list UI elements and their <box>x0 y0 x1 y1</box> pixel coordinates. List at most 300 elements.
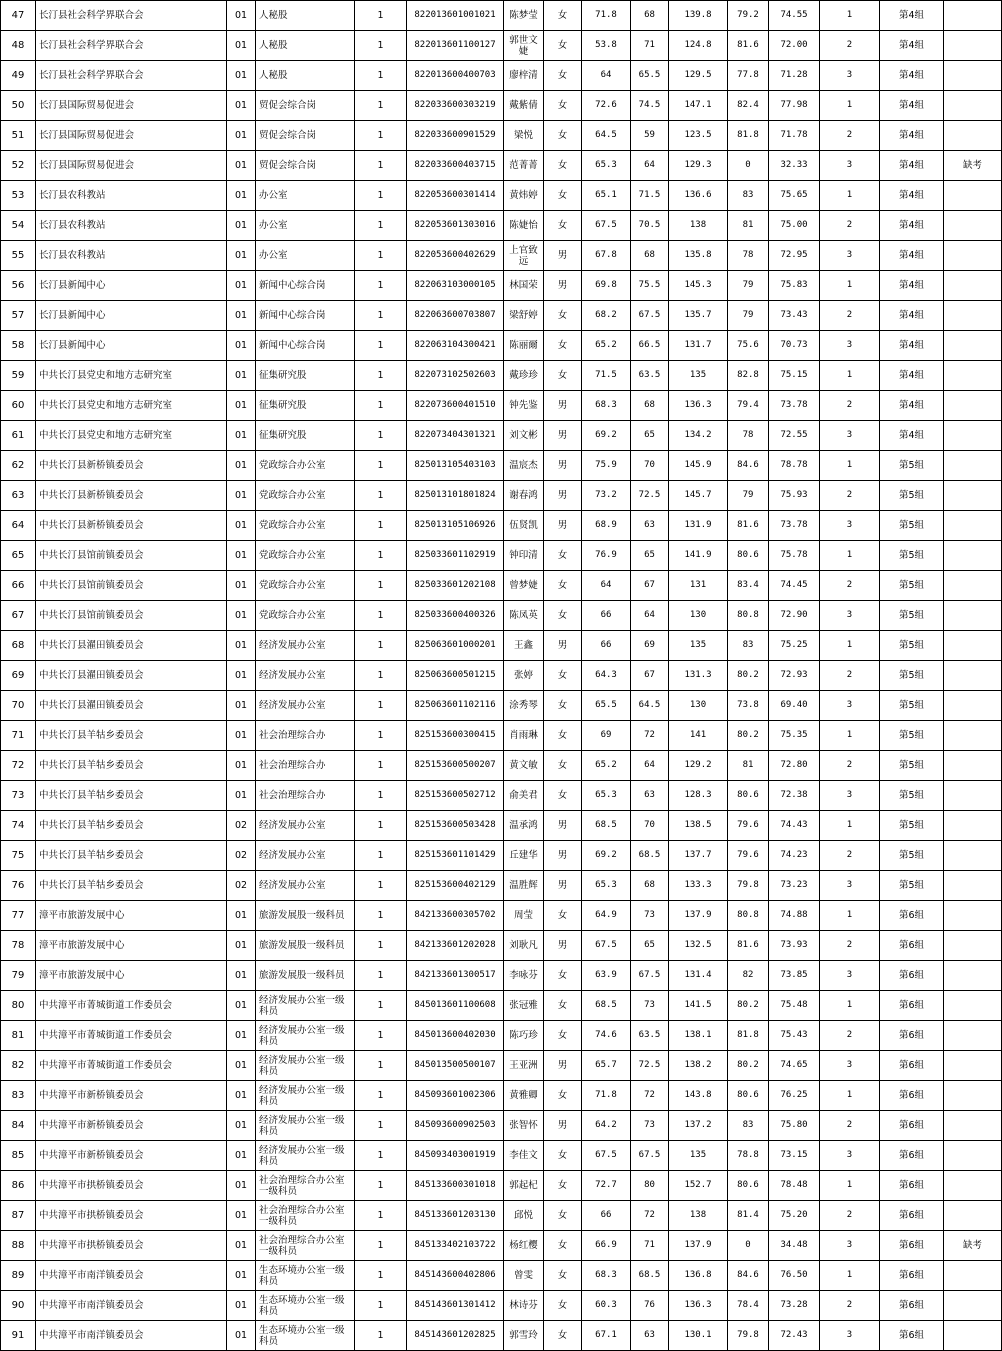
interview-score-cell: 80.2 <box>728 1051 769 1081</box>
table-row <box>1 1111 1002 1141</box>
final-score-cell: 73.28 <box>769 1291 820 1321</box>
final-score-cell: 73.93 <box>769 931 820 961</box>
remark-cell <box>944 961 1002 991</box>
remark-cell <box>944 61 1002 91</box>
quota-cell: 1 <box>355 451 407 481</box>
written-score-1-cell: 65.3 <box>582 151 631 181</box>
interview-score-cell: 77.8 <box>728 61 769 91</box>
written-total-cell: 131 <box>669 571 728 601</box>
gender-cell: 女 <box>544 91 582 121</box>
position-code-cell: 01 <box>227 241 256 271</box>
quota-cell: 1 <box>355 1111 407 1141</box>
interview-score-cell: 80.2 <box>728 991 769 1021</box>
row-number: 85 <box>1 1141 36 1171</box>
written-score-2-cell: 72.5 <box>631 1051 669 1081</box>
interview-group-cell: 第5组 <box>880 811 944 841</box>
candidate-name-cell: 温宸杰 <box>504 451 544 481</box>
position-name-cell: 新闻中心综合岗 <box>256 331 355 361</box>
interview-group-cell: 第5组 <box>880 631 944 661</box>
position-name-cell: 经济发展办公室一级科员 <box>256 1111 355 1141</box>
admission-ticket-cell: 822053600402629 <box>407 241 504 271</box>
rank-cell: 3 <box>820 781 880 811</box>
interview-score-cell: 78 <box>728 421 769 451</box>
table-row <box>1 331 1002 361</box>
row-number: 66 <box>1 571 36 601</box>
remark-cell <box>944 661 1002 691</box>
gender-cell: 女 <box>544 31 582 61</box>
interview-score-cell: 84.6 <box>728 1261 769 1291</box>
interview-score-cell: 82.4 <box>728 91 769 121</box>
admission-ticket-cell: 822033600403715 <box>407 151 504 181</box>
employer-cell: 中共长汀县羊牯乡委员会 <box>36 871 227 901</box>
final-score-cell: 72.80 <box>769 751 820 781</box>
employer-cell: 中共长汀县羊牯乡委员会 <box>36 781 227 811</box>
row-number: 64 <box>1 511 36 541</box>
rank-cell: 2 <box>820 661 880 691</box>
written-total-cell: 138.5 <box>669 811 728 841</box>
remark-cell <box>944 841 1002 871</box>
quota-cell: 1 <box>355 541 407 571</box>
admission-ticket-cell: 825033600400326 <box>407 601 504 631</box>
rank-cell: 1 <box>820 811 880 841</box>
employer-cell: 中共漳平市拱桥镇委员会 <box>36 1201 227 1231</box>
candidate-name-cell: 陈梦莹 <box>504 1 544 31</box>
row-number: 81 <box>1 1021 36 1051</box>
rank-cell: 1 <box>820 1081 880 1111</box>
row-number: 57 <box>1 301 36 331</box>
table-row <box>1 1021 1002 1051</box>
admission-ticket-cell: 822033600901529 <box>407 121 504 151</box>
position-name-cell: 人秘股 <box>256 61 355 91</box>
table-row <box>1 541 1002 571</box>
written-score-1-cell: 68.2 <box>582 301 631 331</box>
interview-group-cell: 第6组 <box>880 931 944 961</box>
rank-cell: 3 <box>820 1231 880 1261</box>
written-total-cell: 123.5 <box>669 121 728 151</box>
row-number: 58 <box>1 331 36 361</box>
written-total-cell: 138.2 <box>669 1051 728 1081</box>
interview-group-cell: 第6组 <box>880 1171 944 1201</box>
employer-cell: 漳平市旅游发展中心 <box>36 901 227 931</box>
written-score-2-cell: 66.5 <box>631 331 669 361</box>
written-total-cell: 135 <box>669 631 728 661</box>
rank-cell: 2 <box>820 1291 880 1321</box>
gender-cell: 女 <box>544 331 582 361</box>
remark-cell: 缺考 <box>944 151 1002 181</box>
rank-cell: 1 <box>820 541 880 571</box>
interview-group-cell: 第4组 <box>880 301 944 331</box>
position-code-cell: 01 <box>227 181 256 211</box>
candidate-name-cell: 涂秀琴 <box>504 691 544 721</box>
interview-score-cell: 75.6 <box>728 331 769 361</box>
quota-cell: 1 <box>355 1231 407 1261</box>
interview-score-cell: 81.6 <box>728 31 769 61</box>
position-code-cell: 01 <box>227 361 256 391</box>
interview-group-cell: 第5组 <box>880 661 944 691</box>
written-score-2-cell: 73 <box>631 901 669 931</box>
written-score-1-cell: 53.8 <box>582 31 631 61</box>
interview-group-cell: 第5组 <box>880 541 944 571</box>
gender-cell: 男 <box>544 391 582 421</box>
final-score-cell: 73.43 <box>769 301 820 331</box>
written-score-1-cell: 67.8 <box>582 241 631 271</box>
employer-cell: 中共长汀县濯田镇委员会 <box>36 691 227 721</box>
position-name-cell: 生态环境办公室一级科员 <box>256 1261 355 1291</box>
candidate-name-cell: 上官致远 <box>504 241 544 271</box>
row-number: 89 <box>1 1261 36 1291</box>
remark-cell <box>944 481 1002 511</box>
rank-cell: 2 <box>820 1021 880 1051</box>
interview-score-cell: 80.8 <box>728 601 769 631</box>
quota-cell: 1 <box>355 961 407 991</box>
position-name-cell: 经济发展办公室 <box>256 691 355 721</box>
written-score-2-cell: 63 <box>631 1321 669 1351</box>
remark-cell <box>944 1171 1002 1201</box>
candidate-name-cell: 黄炜婷 <box>504 181 544 211</box>
employer-cell: 长汀县农科教站 <box>36 241 227 271</box>
remark-cell <box>944 331 1002 361</box>
rank-cell: 1 <box>820 361 880 391</box>
gender-cell: 男 <box>544 631 582 661</box>
position-name-cell: 旅游发展股一级科员 <box>256 901 355 931</box>
written-total-cell: 129.3 <box>669 151 728 181</box>
gender-cell: 女 <box>544 541 582 571</box>
rank-cell: 3 <box>820 151 880 181</box>
final-score-cell: 75.15 <box>769 361 820 391</box>
table-row <box>1 121 1002 151</box>
final-score-cell: 69.40 <box>769 691 820 721</box>
final-score-cell: 72.93 <box>769 661 820 691</box>
candidate-name-cell: 丘建华 <box>504 841 544 871</box>
written-total-cell: 141.5 <box>669 991 728 1021</box>
written-score-1-cell: 65.3 <box>582 871 631 901</box>
position-name-cell: 经济发展办公室一级科员 <box>256 991 355 1021</box>
written-score-2-cell: 67.5 <box>631 1141 669 1171</box>
final-score-cell: 74.45 <box>769 571 820 601</box>
table-row <box>1 511 1002 541</box>
quota-cell: 1 <box>355 661 407 691</box>
position-name-cell: 经济发展办公室一级科员 <box>256 1141 355 1171</box>
position-code-cell: 01 <box>227 1081 256 1111</box>
quota-cell: 1 <box>355 91 407 121</box>
written-score-2-cell: 68.5 <box>631 1261 669 1291</box>
rank-cell: 2 <box>820 841 880 871</box>
written-total-cell: 147.1 <box>669 91 728 121</box>
rank-cell: 3 <box>820 691 880 721</box>
final-score-cell: 73.15 <box>769 1141 820 1171</box>
interview-group-cell: 第6组 <box>880 1051 944 1081</box>
written-score-1-cell: 66.9 <box>582 1231 631 1261</box>
remark-cell <box>944 1201 1002 1231</box>
employer-cell: 漳平市旅游发展中心 <box>36 931 227 961</box>
admission-ticket-cell: 845013601100608 <box>407 991 504 1021</box>
employer-cell: 长汀县农科教站 <box>36 181 227 211</box>
position-code-cell: 01 <box>227 481 256 511</box>
admission-ticket-cell: 825153600402129 <box>407 871 504 901</box>
interview-group-cell: 第4组 <box>880 31 944 61</box>
interview-group-cell: 第4组 <box>880 241 944 271</box>
quota-cell: 1 <box>355 571 407 601</box>
final-score-cell: 73.85 <box>769 961 820 991</box>
employer-cell: 中共漳平市南洋镇委员会 <box>36 1291 227 1321</box>
written-total-cell: 141 <box>669 721 728 751</box>
admission-ticket-cell: 825033601102919 <box>407 541 504 571</box>
gender-cell: 男 <box>544 1051 582 1081</box>
position-code-cell: 01 <box>227 1051 256 1081</box>
written-total-cell: 145.7 <box>669 481 728 511</box>
final-score-cell: 75.35 <box>769 721 820 751</box>
position-code-cell: 01 <box>227 301 256 331</box>
gender-cell: 男 <box>544 871 582 901</box>
written-score-2-cell: 71.5 <box>631 181 669 211</box>
remark-cell: 缺考 <box>944 1231 1002 1261</box>
position-code-cell: 01 <box>227 1141 256 1171</box>
written-score-2-cell: 72 <box>631 1081 669 1111</box>
admission-ticket-cell: 822073404301321 <box>407 421 504 451</box>
rank-cell: 1 <box>820 271 880 301</box>
quota-cell: 1 <box>355 211 407 241</box>
rank-cell: 3 <box>820 601 880 631</box>
interview-group-cell: 第5组 <box>880 691 944 721</box>
gender-cell: 女 <box>544 1321 582 1351</box>
interview-score-cell: 81 <box>728 211 769 241</box>
final-score-cell: 75.93 <box>769 481 820 511</box>
written-score-1-cell: 64.9 <box>582 901 631 931</box>
interview-group-cell: 第4组 <box>880 361 944 391</box>
rank-cell: 1 <box>820 91 880 121</box>
position-code-cell: 01 <box>227 1171 256 1201</box>
position-name-cell: 社会治理综合办 <box>256 721 355 751</box>
written-score-2-cell: 73 <box>631 991 669 1021</box>
gender-cell: 女 <box>544 601 582 631</box>
row-number: 83 <box>1 1081 36 1111</box>
written-total-cell: 141.9 <box>669 541 728 571</box>
admission-ticket-cell: 825063601102116 <box>407 691 504 721</box>
interview-score-cell: 80.2 <box>728 661 769 691</box>
written-score-2-cell: 75.5 <box>631 271 669 301</box>
written-total-cell: 136.6 <box>669 181 728 211</box>
position-name-cell: 经济发展办公室 <box>256 661 355 691</box>
remark-cell <box>944 751 1002 781</box>
written-score-1-cell: 66 <box>582 631 631 661</box>
position-code-cell: 01 <box>227 151 256 181</box>
written-score-1-cell: 65.7 <box>582 1051 631 1081</box>
employer-cell: 漳平市旅游发展中心 <box>36 961 227 991</box>
gender-cell: 女 <box>544 181 582 211</box>
remark-cell <box>944 1051 1002 1081</box>
gender-cell: 男 <box>544 451 582 481</box>
interview-score-cell: 81.8 <box>728 1021 769 1051</box>
candidate-name-cell: 张智怀 <box>504 1111 544 1141</box>
rank-cell: 1 <box>820 1261 880 1291</box>
interview-score-cell: 84.6 <box>728 451 769 481</box>
quota-cell: 1 <box>355 991 407 1021</box>
written-score-2-cell: 64 <box>631 751 669 781</box>
written-total-cell: 143.8 <box>669 1081 728 1111</box>
position-name-cell: 经济发展办公室 <box>256 631 355 661</box>
employer-cell: 长汀县国际贸易促进会 <box>36 121 227 151</box>
position-name-cell: 社会治理综合办公室一级科员 <box>256 1171 355 1201</box>
row-number: 87 <box>1 1201 36 1231</box>
written-score-2-cell: 67.5 <box>631 961 669 991</box>
interview-score-cell: 79.8 <box>728 871 769 901</box>
written-total-cell: 133.3 <box>669 871 728 901</box>
employer-cell: 长汀县社会科学界联合会 <box>36 61 227 91</box>
quota-cell: 1 <box>355 1051 407 1081</box>
candidate-name-cell: 邱悦 <box>504 1201 544 1231</box>
admission-ticket-cell: 822063600703807 <box>407 301 504 331</box>
table-row <box>1 61 1002 91</box>
candidate-name-cell: 廖梓清 <box>504 61 544 91</box>
quota-cell: 1 <box>355 601 407 631</box>
employer-cell: 长汀县社会科学界联合会 <box>36 31 227 61</box>
written-score-2-cell: 71 <box>631 1231 669 1261</box>
quota-cell: 1 <box>355 121 407 151</box>
position-code-cell: 01 <box>227 451 256 481</box>
table-row <box>1 1081 1002 1111</box>
final-score-cell: 72.00 <box>769 31 820 61</box>
written-score-2-cell: 68 <box>631 1 669 31</box>
interview-group-cell: 第5组 <box>880 871 944 901</box>
written-total-cell: 145.3 <box>669 271 728 301</box>
employer-cell: 长汀县社会科学界联合会 <box>36 1 227 31</box>
candidate-name-cell: 黄雅卿 <box>504 1081 544 1111</box>
remark-cell <box>944 391 1002 421</box>
table-row <box>1 721 1002 751</box>
gender-cell: 男 <box>544 511 582 541</box>
candidate-name-cell: 曾雯 <box>504 1261 544 1291</box>
interview-group-cell: 第6组 <box>880 991 944 1021</box>
candidate-name-cell: 张婷 <box>504 661 544 691</box>
interview-group-cell: 第6组 <box>880 1261 944 1291</box>
remark-cell <box>944 541 1002 571</box>
position-code-cell: 01 <box>227 751 256 781</box>
final-score-cell: 72.38 <box>769 781 820 811</box>
row-number: 50 <box>1 91 36 121</box>
table-row <box>1 841 1002 871</box>
interview-group-cell: 第5组 <box>880 571 944 601</box>
candidate-name-cell: 林诗芬 <box>504 1291 544 1321</box>
position-code-cell: 01 <box>227 961 256 991</box>
rank-cell: 3 <box>820 961 880 991</box>
admission-ticket-cell: 845143601301412 <box>407 1291 504 1321</box>
written-score-2-cell: 67.5 <box>631 301 669 331</box>
admission-ticket-cell: 845093601002306 <box>407 1081 504 1111</box>
table-row <box>1 631 1002 661</box>
employer-cell: 中共长汀县党史和地方志研究室 <box>36 391 227 421</box>
written-score-1-cell: 69.8 <box>582 271 631 301</box>
interview-group-cell: 第5组 <box>880 781 944 811</box>
interview-group-cell: 第6组 <box>880 1141 944 1171</box>
employer-cell: 中共漳平市拱桥镇委员会 <box>36 1231 227 1261</box>
written-total-cell: 131.9 <box>669 511 728 541</box>
written-score-1-cell: 68.3 <box>582 391 631 421</box>
position-code-cell: 01 <box>227 331 256 361</box>
candidate-name-cell: 陈婕怡 <box>504 211 544 241</box>
quota-cell: 1 <box>355 841 407 871</box>
final-score-cell: 78.48 <box>769 1171 820 1201</box>
final-score-cell: 75.48 <box>769 991 820 1021</box>
row-number: 84 <box>1 1111 36 1141</box>
table-row <box>1 751 1002 781</box>
row-number: 73 <box>1 781 36 811</box>
written-score-1-cell: 69 <box>582 721 631 751</box>
remark-cell <box>944 1111 1002 1141</box>
row-number: 51 <box>1 121 36 151</box>
table-row <box>1 1261 1002 1291</box>
gender-cell: 女 <box>544 1291 582 1321</box>
position-name-cell: 人秘股 <box>256 31 355 61</box>
interview-score-cell: 0 <box>728 151 769 181</box>
written-score-2-cell: 65 <box>631 421 669 451</box>
position-code-cell: 02 <box>227 811 256 841</box>
row-number: 52 <box>1 151 36 181</box>
interview-group-cell: 第5组 <box>880 601 944 631</box>
employer-cell: 中共长汀县濯田镇委员会 <box>36 631 227 661</box>
position-name-cell: 贸促会综合岗 <box>256 151 355 181</box>
position-name-cell: 旅游发展股一级科员 <box>256 961 355 991</box>
candidate-name-cell: 王鑫 <box>504 631 544 661</box>
candidate-name-cell: 林国荣 <box>504 271 544 301</box>
quota-cell: 1 <box>355 1201 407 1231</box>
written-score-1-cell: 71.5 <box>582 361 631 391</box>
gender-cell: 女 <box>544 151 582 181</box>
position-code-cell: 01 <box>227 661 256 691</box>
interview-score-cell: 0 <box>728 1231 769 1261</box>
employer-cell: 长汀县新闻中心 <box>36 271 227 301</box>
quota-cell: 1 <box>355 1171 407 1201</box>
table-row <box>1 481 1002 511</box>
written-score-1-cell: 74.6 <box>582 1021 631 1051</box>
interview-score-cell: 79 <box>728 271 769 301</box>
quota-cell: 1 <box>355 301 407 331</box>
position-name-cell: 经济发展办公室 <box>256 811 355 841</box>
table-row <box>1 271 1002 301</box>
final-score-cell: 72.95 <box>769 241 820 271</box>
employer-cell: 中共漳平市南洋镇委员会 <box>36 1321 227 1351</box>
gender-cell: 女 <box>544 691 582 721</box>
candidate-name-cell: 周莹 <box>504 901 544 931</box>
candidate-name-cell: 李咏芬 <box>504 961 544 991</box>
table-row <box>1 1291 1002 1321</box>
candidate-name-cell: 范菁菁 <box>504 151 544 181</box>
written-score-2-cell: 64 <box>631 601 669 631</box>
written-total-cell: 138.1 <box>669 1021 728 1051</box>
admission-ticket-cell: 822053601303016 <box>407 211 504 241</box>
written-score-1-cell: 67.1 <box>582 1321 631 1351</box>
position-code-cell: 01 <box>227 271 256 301</box>
candidate-name-cell: 温承鸿 <box>504 811 544 841</box>
rank-cell: 2 <box>820 1111 880 1141</box>
interview-score-cell: 79 <box>728 481 769 511</box>
position-name-cell: 生态环境办公室一级科员 <box>256 1291 355 1321</box>
written-score-1-cell: 76.9 <box>582 541 631 571</box>
written-score-2-cell: 80 <box>631 1171 669 1201</box>
candidate-name-cell: 梁舒婷 <box>504 301 544 331</box>
admission-ticket-cell: 845013500500107 <box>407 1051 504 1081</box>
row-number: 88 <box>1 1231 36 1261</box>
candidate-name-cell: 肖雨琳 <box>504 721 544 751</box>
written-score-2-cell: 63 <box>631 781 669 811</box>
written-score-1-cell: 69.2 <box>582 421 631 451</box>
gender-cell: 女 <box>544 751 582 781</box>
rank-cell: 3 <box>820 511 880 541</box>
candidate-name-cell: 郭雪玲 <box>504 1321 544 1351</box>
employer-cell: 中共长汀县新桥镇委员会 <box>36 481 227 511</box>
written-score-1-cell: 69.2 <box>582 841 631 871</box>
employer-cell: 中共长汀县馆前镇委员会 <box>36 601 227 631</box>
row-number: 65 <box>1 541 36 571</box>
